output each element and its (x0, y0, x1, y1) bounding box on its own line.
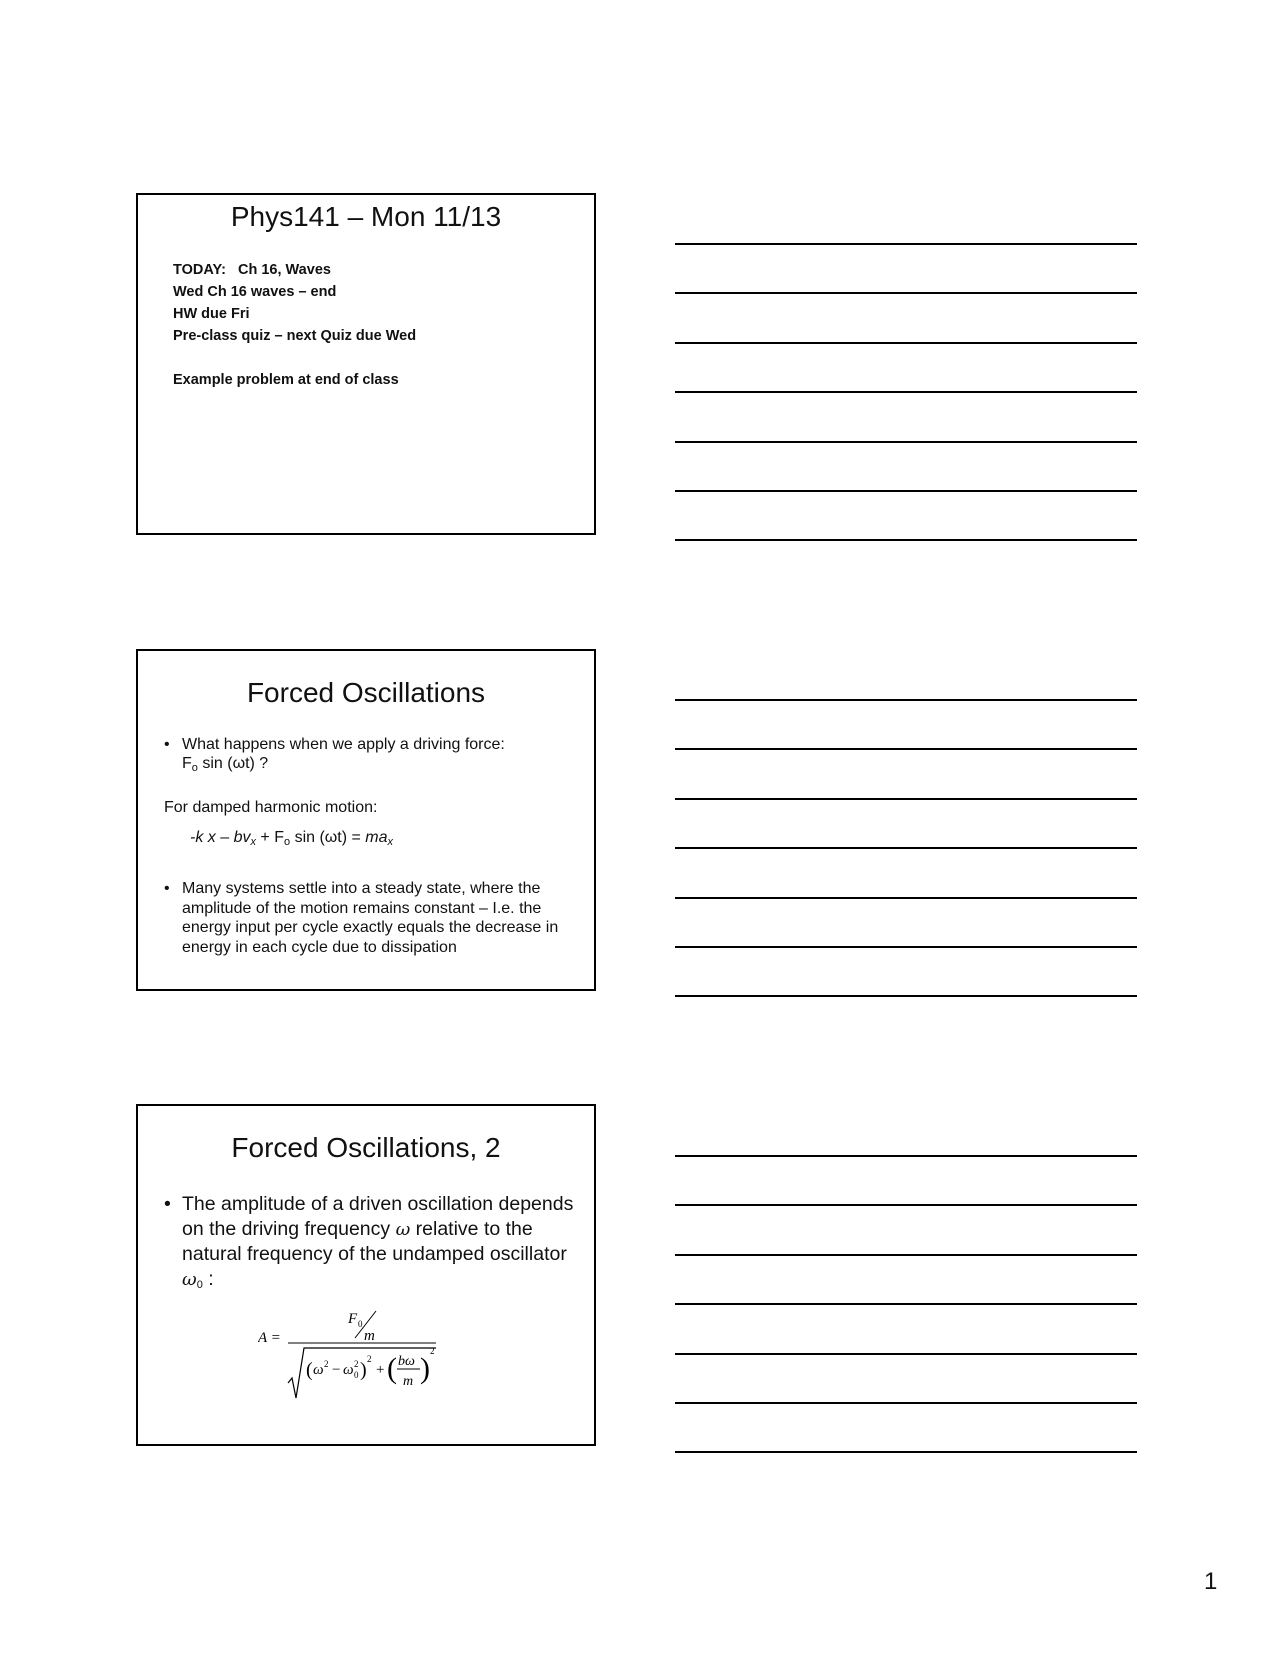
note-line (675, 1402, 1137, 1404)
agenda-item: Pre-class quiz – next Quiz due Wed (173, 328, 417, 344)
bullet-item (164, 735, 584, 773)
note-line (675, 292, 1137, 294)
note-line (675, 1155, 1137, 1157)
note-line (675, 897, 1137, 899)
paren-close: ) (360, 1359, 367, 1381)
bullet-text: Many systems settle into a steady state, where the amplitude of the motion remains constant – I.e. the energy input per cycle exactly equals the decrease in energy in each cycle due to dissipation (182, 880, 559, 956)
bullet-dot: • (164, 736, 170, 753)
formula-superscript: 2 (324, 1359, 329, 1369)
bullet-line: What happens when we apply a driving force: (182, 736, 505, 753)
slide-title: Forced Oscillations (246, 677, 486, 708)
eq-term: ma (365, 829, 388, 846)
agenda-item: Example problem at end of class (173, 372, 399, 388)
slide-title: Phys141 – Mon 11/13 (230, 201, 502, 232)
bullet-item (164, 1192, 584, 1292)
note-line (675, 1303, 1137, 1305)
formula-subscript: 0 (358, 1319, 363, 1329)
subheading: For damped harmonic motion: (164, 799, 378, 816)
note-line (675, 391, 1137, 393)
formula-superscript: 2 (354, 1359, 359, 1369)
bullet-dot: • (164, 1193, 171, 1215)
note-line (675, 1204, 1137, 1206)
note-line (675, 1254, 1137, 1256)
formula-bw: bω (398, 1354, 415, 1369)
paren-close: ) (420, 1352, 430, 1385)
page-number: 1 (1204, 1568, 1218, 1595)
note-line (675, 946, 1137, 948)
formula-m: m (364, 1328, 375, 1344)
note-line (675, 847, 1137, 849)
note-line (675, 342, 1137, 344)
bullet-dot: • (164, 880, 170, 897)
subscript: o (191, 762, 198, 774)
formula-superscript: 2 (367, 1354, 372, 1364)
eq-term: sin (ωt) = (290, 829, 366, 846)
subscript: x (387, 836, 394, 848)
note-line (675, 995, 1137, 997)
bullet-line: The amplitude of a driven oscillation depends on the driving frequency (182, 1193, 574, 1240)
formula-lhs: A = (258, 1330, 281, 1346)
equation-of-motion (190, 829, 393, 847)
agenda-item: HW due Fri (173, 306, 250, 322)
slide-title: Forced Oscillations, 2 (231, 1132, 501, 1163)
subscript: 0 (196, 1278, 203, 1291)
agenda-item: TODAY: Ch 16, Waves (173, 262, 331, 278)
note-line (675, 539, 1137, 541)
slide-1 (136, 193, 596, 535)
formula-superscript: 2 (430, 1346, 435, 1356)
paren-open: ( (306, 1359, 313, 1381)
agenda-item: Wed Ch 16 waves – end (173, 284, 337, 300)
paren-open: ( (387, 1352, 397, 1385)
note-line (675, 490, 1137, 492)
bullet-text (182, 1192, 584, 1292)
spacer (173, 347, 416, 369)
slide-2 (136, 649, 596, 991)
eq-term: + F (255, 829, 284, 846)
force-symbol: F (182, 755, 192, 772)
formula-subscript: 0 (354, 1370, 359, 1380)
bullet-line: sin (ωt) ? (197, 755, 269, 772)
bullet-line: relative to the natural frequency of the undamped oscillator (182, 1217, 567, 1265)
note-line (675, 441, 1137, 443)
formula-omega: ω (313, 1362, 324, 1378)
formula-omega0: ω (343, 1362, 354, 1378)
eq-term: -k x (190, 829, 216, 846)
agenda-list (173, 259, 416, 391)
subscript: x (250, 836, 256, 848)
note-line (675, 798, 1137, 800)
formula-minus: − (332, 1362, 341, 1378)
note-line (675, 748, 1137, 750)
note-line (675, 699, 1137, 701)
note-line (675, 1353, 1137, 1355)
bullet-text (182, 735, 584, 773)
note-line (675, 1451, 1137, 1453)
omega-symbol: ω (395, 1218, 411, 1240)
note-line (675, 243, 1137, 245)
eq-term: bv (233, 829, 251, 846)
formula-m: m (403, 1374, 414, 1389)
slide-3 (136, 1104, 596, 1446)
bullet-line: : (202, 1267, 214, 1290)
amplitude-formula (258, 1306, 458, 1406)
omega0-symbol: ω (182, 1268, 197, 1290)
formula-plus: + (376, 1362, 385, 1378)
formula-F: F (348, 1311, 358, 1327)
bullet-item (164, 879, 574, 957)
eq-op: – (215, 829, 234, 846)
subscript: o (284, 836, 291, 848)
